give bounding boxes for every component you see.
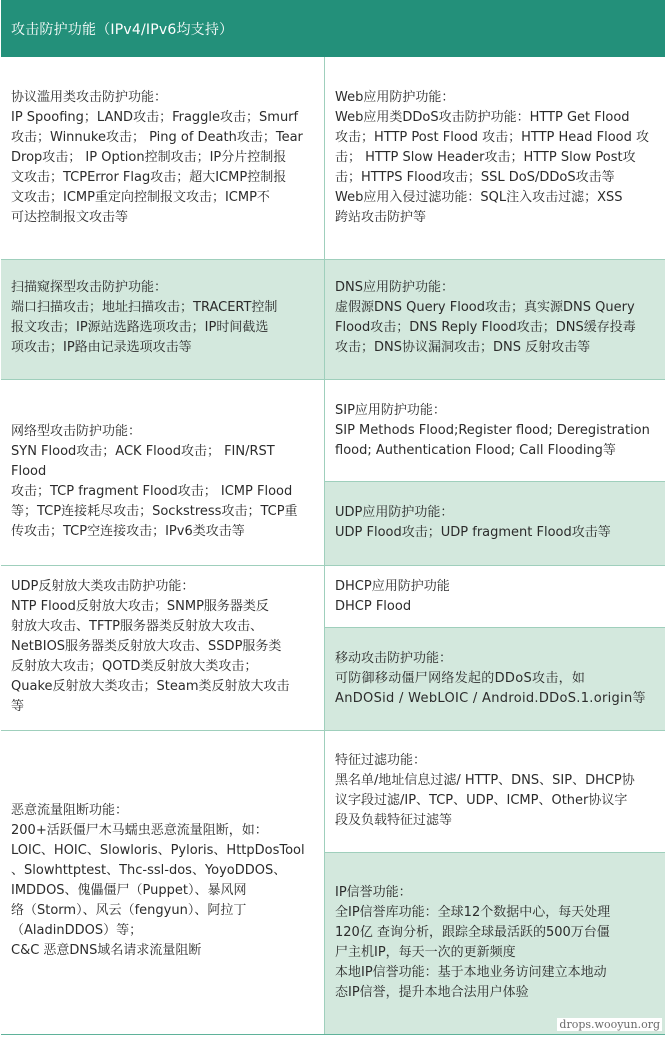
cell-network bbox=[1, 380, 324, 565]
table-header bbox=[1, 0, 665, 57]
cell-body: SIP Methods Flood;Register flood; Deregistration flood; Authentication Flood; Call Flooding等 bbox=[335, 423, 650, 458]
cell-title: UDP反射放大类攻击防护功能： bbox=[11, 579, 195, 594]
watermark-text: drops.wooyun.org bbox=[559, 1018, 660, 1031]
cell-body: 端口扫描攻击；地址扫描攻击；TRACERT控制 报文攻击；IP源站选路选项攻击；IP时间截选 项攻击；IP路由记录选项攻击等 bbox=[11, 300, 278, 355]
cell-body: 全IP信誉库功能：全球12个数据中心，每天处理 120亿 查询分析，跟踪全球最活跃的500万台僵 尸主机IP，每天一次的更新频度 本地IP信誉功能：基于本地业务访问建立本地动 态IP信誉，提升本地合法用户体验 bbox=[335, 905, 611, 1000]
cell-body: IP Spoofing；LAND攻击；Fraggle攻击；Smurf 攻击；Winnuke攻击； Ping of Death攻击；Tear Drop攻击； IP Option控制攻击；IP分片控制报 文攻击；TCPError Flag攻击；超大ICMP控制报 文攻击；ICMP重定向控制报文攻击；ICMP不 可达控制报文攻击等 bbox=[11, 110, 303, 225]
cell-body: NTP Flood反射放大攻击；SNMP服务器类反 射放大攻击、TFTP服务器类反射放大攻击、 NetBIOS服务器类反射放大攻击、SSDP服务类 反射放大攻击；QOTD类反射放大类攻击； Quake反射放大类攻击；Steam类反射放大攻击 等 bbox=[11, 599, 290, 714]
cell-body: Web应用类DDoS攻击防护功能：HTTP Get Flood 攻击；HTTP Post Flood 攻击；HTTP Head Flood 攻 击； HTTP Slow Header攻击；HTTP Slow Post攻 击；HTTPS Flood攻击；SSL DoS/DDoS攻击等 Web应用入侵过滤功能：SQL注入攻击过滤；XSS 跨站攻击防护等 bbox=[335, 110, 650, 225]
cell-title: IP信誉功能： bbox=[335, 885, 412, 900]
cell-title: SIP应用防护功能： bbox=[335, 403, 446, 418]
row-divider bbox=[1, 379, 665, 380]
cell-body: DHCP Flood bbox=[335, 599, 412, 614]
cell-dhcp bbox=[325, 566, 665, 627]
table-header-title: 攻击防护功能（IPv4/IPv6均支持） bbox=[11, 22, 234, 38]
column-divider bbox=[324, 57, 325, 1034]
cell-title: 协议滥用类攻击防护功能： bbox=[11, 90, 168, 105]
cell-title: Web应用防护功能： bbox=[335, 90, 455, 105]
cell-body: 可防御移动僵尸网络发起的DDoS攻击，如 AnDOSid / WebLOIC / Android.DDoS.1.origin等 bbox=[335, 671, 646, 706]
cell-body: 200+活跃僵尸木马蠕虫恶意流量阻断，如： LOIC、HOIC、Slowloris、Pyloris、HttpDosTool 、Slowhttptest、Thc-ssl-dos、YoyoDDOS、 IMDDOS、傀儡僵尸（Puppet）、暴风网 络（Storm）、风云（fengyun）、阿拉丁 （AladinDDOS）等； C&C 恶意DNS域名请求流量阻断 bbox=[11, 823, 305, 958]
cell-title: 网络型攻击防护功能： bbox=[11, 424, 142, 439]
cell-body: 虚假源DNS Query Flood攻击；真实源DNS Query Flood攻击；DNS Reply Flood攻击；DNS缓存投毒 攻击；DNS协议漏洞攻击；DNS 反射攻击等 bbox=[335, 300, 636, 355]
row-divider bbox=[325, 627, 665, 628]
cell-malicious bbox=[1, 731, 324, 1034]
cell-dns bbox=[325, 260, 665, 379]
cell-protocol-abuse bbox=[1, 57, 324, 259]
cell-title: 扫描窥探型攻击防护功能： bbox=[11, 280, 168, 295]
cell-title: 特征过滤功能： bbox=[335, 753, 427, 768]
row-divider bbox=[1, 565, 665, 566]
cell-udp-reflect bbox=[1, 566, 324, 730]
cell-mobile bbox=[325, 628, 665, 730]
cell-title: DNS应用防护功能： bbox=[335, 280, 454, 295]
cell-web bbox=[325, 57, 665, 259]
cell-body: 黑名单/地址信息过滤/ HTTP、DNS、SIP、DHCP协 议字段过滤/IP、TCP、UDP、ICMP、Other协议字 段及负载特征过滤等 bbox=[335, 773, 635, 828]
cell-sip bbox=[325, 380, 665, 481]
cell-title: DHCP应用防护功能 bbox=[335, 579, 450, 594]
cell-title: UDP应用防护功能： bbox=[335, 505, 454, 520]
row-divider bbox=[1, 259, 665, 260]
cell-ip-reputation bbox=[325, 853, 665, 1034]
row-divider bbox=[325, 481, 665, 482]
cell-udp-app bbox=[325, 482, 665, 565]
cell-title: 恶意流量阻断功能： bbox=[11, 803, 129, 818]
row-divider bbox=[325, 852, 665, 853]
attack-protection-table bbox=[1, 0, 665, 1034]
cell-signature bbox=[325, 731, 665, 852]
table-bottom-rule bbox=[1, 1034, 665, 1035]
cell-title: 移动攻击防护功能： bbox=[335, 651, 453, 666]
cell-body: SYN Flood攻击；ACK Flood攻击； FIN/RST Flood 攻击；TCP fragment Flood攻击； ICMP Flood 等；TCP连接耗尽攻击；Sockstress攻击；TCP重 传攻击；TCP空连接攻击；IPv6类攻击等 bbox=[11, 444, 298, 539]
cell-scan bbox=[1, 260, 324, 379]
cell-body: UDP Flood攻击；UDP fragment Flood攻击等 bbox=[335, 525, 611, 540]
row-divider bbox=[1, 730, 665, 731]
